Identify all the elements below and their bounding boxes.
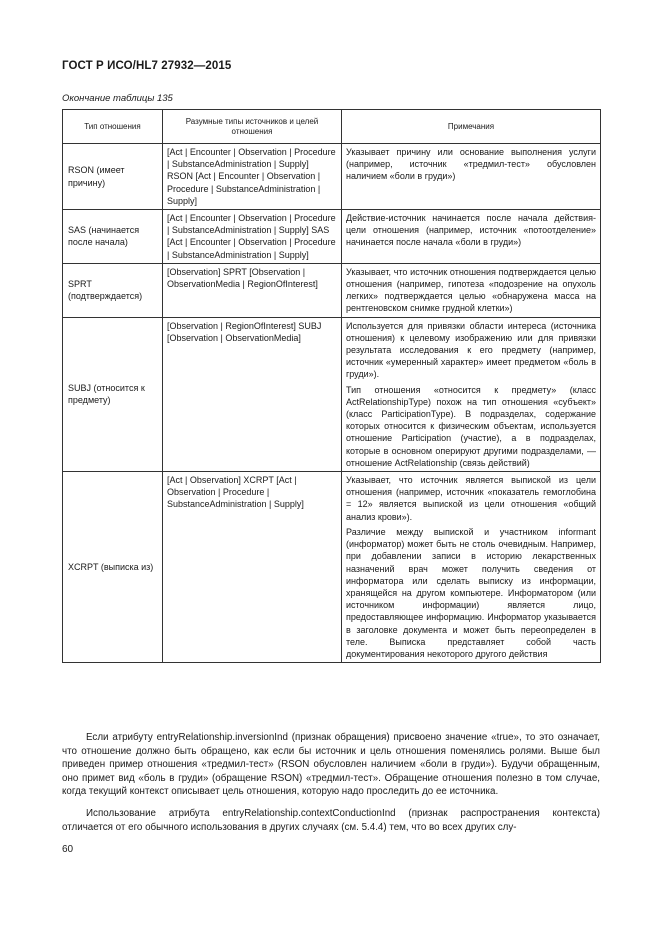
source-target-types-cell: [Act | Encounter | Observation | Procedure | SubstanceAdministration | Supply] RSON [Act | Encounter | Observation | Procedure | SubstanceAdministration | Supply] — [163, 144, 342, 210]
table-row — [63, 144, 601, 210]
relationship-type-cell: SUBJ (относится к предмету) — [63, 317, 163, 471]
table-row — [63, 210, 601, 264]
note-paragraph: Указывает, что источник отношения подтверждается целью отношения (например, гипотеза «подозрение на опухоль легких» подтверждается целью «обнаружена масса на рентгеновском снимке грудной клетки») — [346, 266, 596, 314]
document-header: ГОСТ Р ИСО/HL7 27932—2015 — [62, 60, 232, 72]
note-paragraph: Тип отношения «относится к предмету» (класс ActRelationshipType) похож на тип отношения «субъект» (класс ParticipationType). В подразделах, содержание которых относится к физическим объектам, используется отношение Participation (участие), а в подразделах, которые в основном оперируют другими подразделами, — отношение ActRelationship (связь действий) — [346, 384, 596, 468]
relationship-table — [62, 109, 601, 663]
table-row — [63, 472, 601, 663]
table-row — [63, 263, 601, 317]
body-paragraph: Использование атрибута entryRelationship.contextConductionInd (признак распространения контекста) отличается от его обычного использования в других случаях (см. 5.4.4) тем, что во всех других слу- — [62, 808, 600, 833]
notes-cell — [342, 472, 601, 663]
body-paragraph: Если атрибуту entryRelationship.inversionInd (признак обращения) присвоено значение «true», то это означает, что отношение должно быть обращено, как если бы источник и цель отношения поменялись ролями. Выше был приведен пример отношения «тредмил-тест» (RSON обусловлен наличием «боли в груди»). Будучи обращенным, оно примет вид «боль в груди» (обращение RSON) «тредмил-тест». Обращение отношения полезно в том случае, когда текущий контекст описывает цель отношения, которую надо проследить до ее источника. — [62, 732, 600, 798]
notes-cell — [342, 210, 601, 264]
note-paragraph: Различие между выпиской и участником informant (информатор) может быть не столь очевидным. Например, при добавлении записи в историю лекарственных назначений врач может получить сведения от информатора или сделать выписку из информации, хранящейся на другом компьютере. Информатором (или источником информации) является лицо, предоставляющее информацию. Информатор указывается в заголовке документа и может быть переопределен в теле. Выписка представляет собой часть документирования некоторого другого действия — [346, 526, 596, 659]
page-number: 60 — [62, 844, 74, 855]
note-paragraph: Действие-источник начинается после начала действия-цели отношения (например, источник «потоотделение» начинается после начала «боли в груди») — [346, 213, 596, 248]
source-target-types-cell: [Observation] SPRT [Observation | ObservationMedia | RegionOfInterest] — [163, 263, 342, 317]
relationship-type-cell: XCRPT (выписка из) — [63, 472, 163, 663]
note-paragraph: Используется для привязки области интереса (источника отношения) к целевому изображению или для привязки результата исследования к его предмету (например, источник «умеренный характер» имеет предметом «боль в груди»). — [346, 320, 596, 380]
notes-cell — [342, 317, 601, 471]
column-header: Тип отношения — [63, 110, 163, 144]
notes-cell — [342, 144, 601, 210]
table-caption: Окончание таблицы 135 — [62, 93, 173, 104]
relationship-type-cell: RSON (имеет причину) — [63, 144, 163, 210]
column-header: Разумные типы источников и целей отношения — [163, 110, 342, 144]
relationship-type-cell: SPRT (подтверждается) — [63, 263, 163, 317]
table-header-row — [63, 110, 601, 144]
source-target-types-cell: [Act | Observation] XCRPT [Act | Observation | Procedure | SubstanceAdministration | Supply] — [163, 472, 342, 663]
notes-cell — [342, 263, 601, 317]
column-header: Примечания — [342, 110, 601, 144]
note-paragraph: Указывает, что источник является выпиской из цели отношения (например, источник «показатель гемоглобина = 12» является выпиской из цели отношения «общий анализ крови»). — [346, 475, 596, 522]
relationship-type-cell: SAS (начинается после начала) — [63, 210, 163, 264]
source-target-types-cell: [Observation | RegionOfInterest] SUBJ [Observation | ObservationMedia] — [163, 317, 342, 471]
source-target-types-cell: [Act | Encounter | Observation | Procedure | SubstanceAdministration | Supply] SAS [Act | Encounter | Observation | Procedure | SubstanceAdministration | Supply] — [163, 210, 342, 264]
table-row — [63, 317, 601, 471]
note-paragraph: Указывает причину или основание выполнения услуги (например, источник «тредмил-тест» обусловлен наличием «боли в груди») — [346, 147, 596, 182]
